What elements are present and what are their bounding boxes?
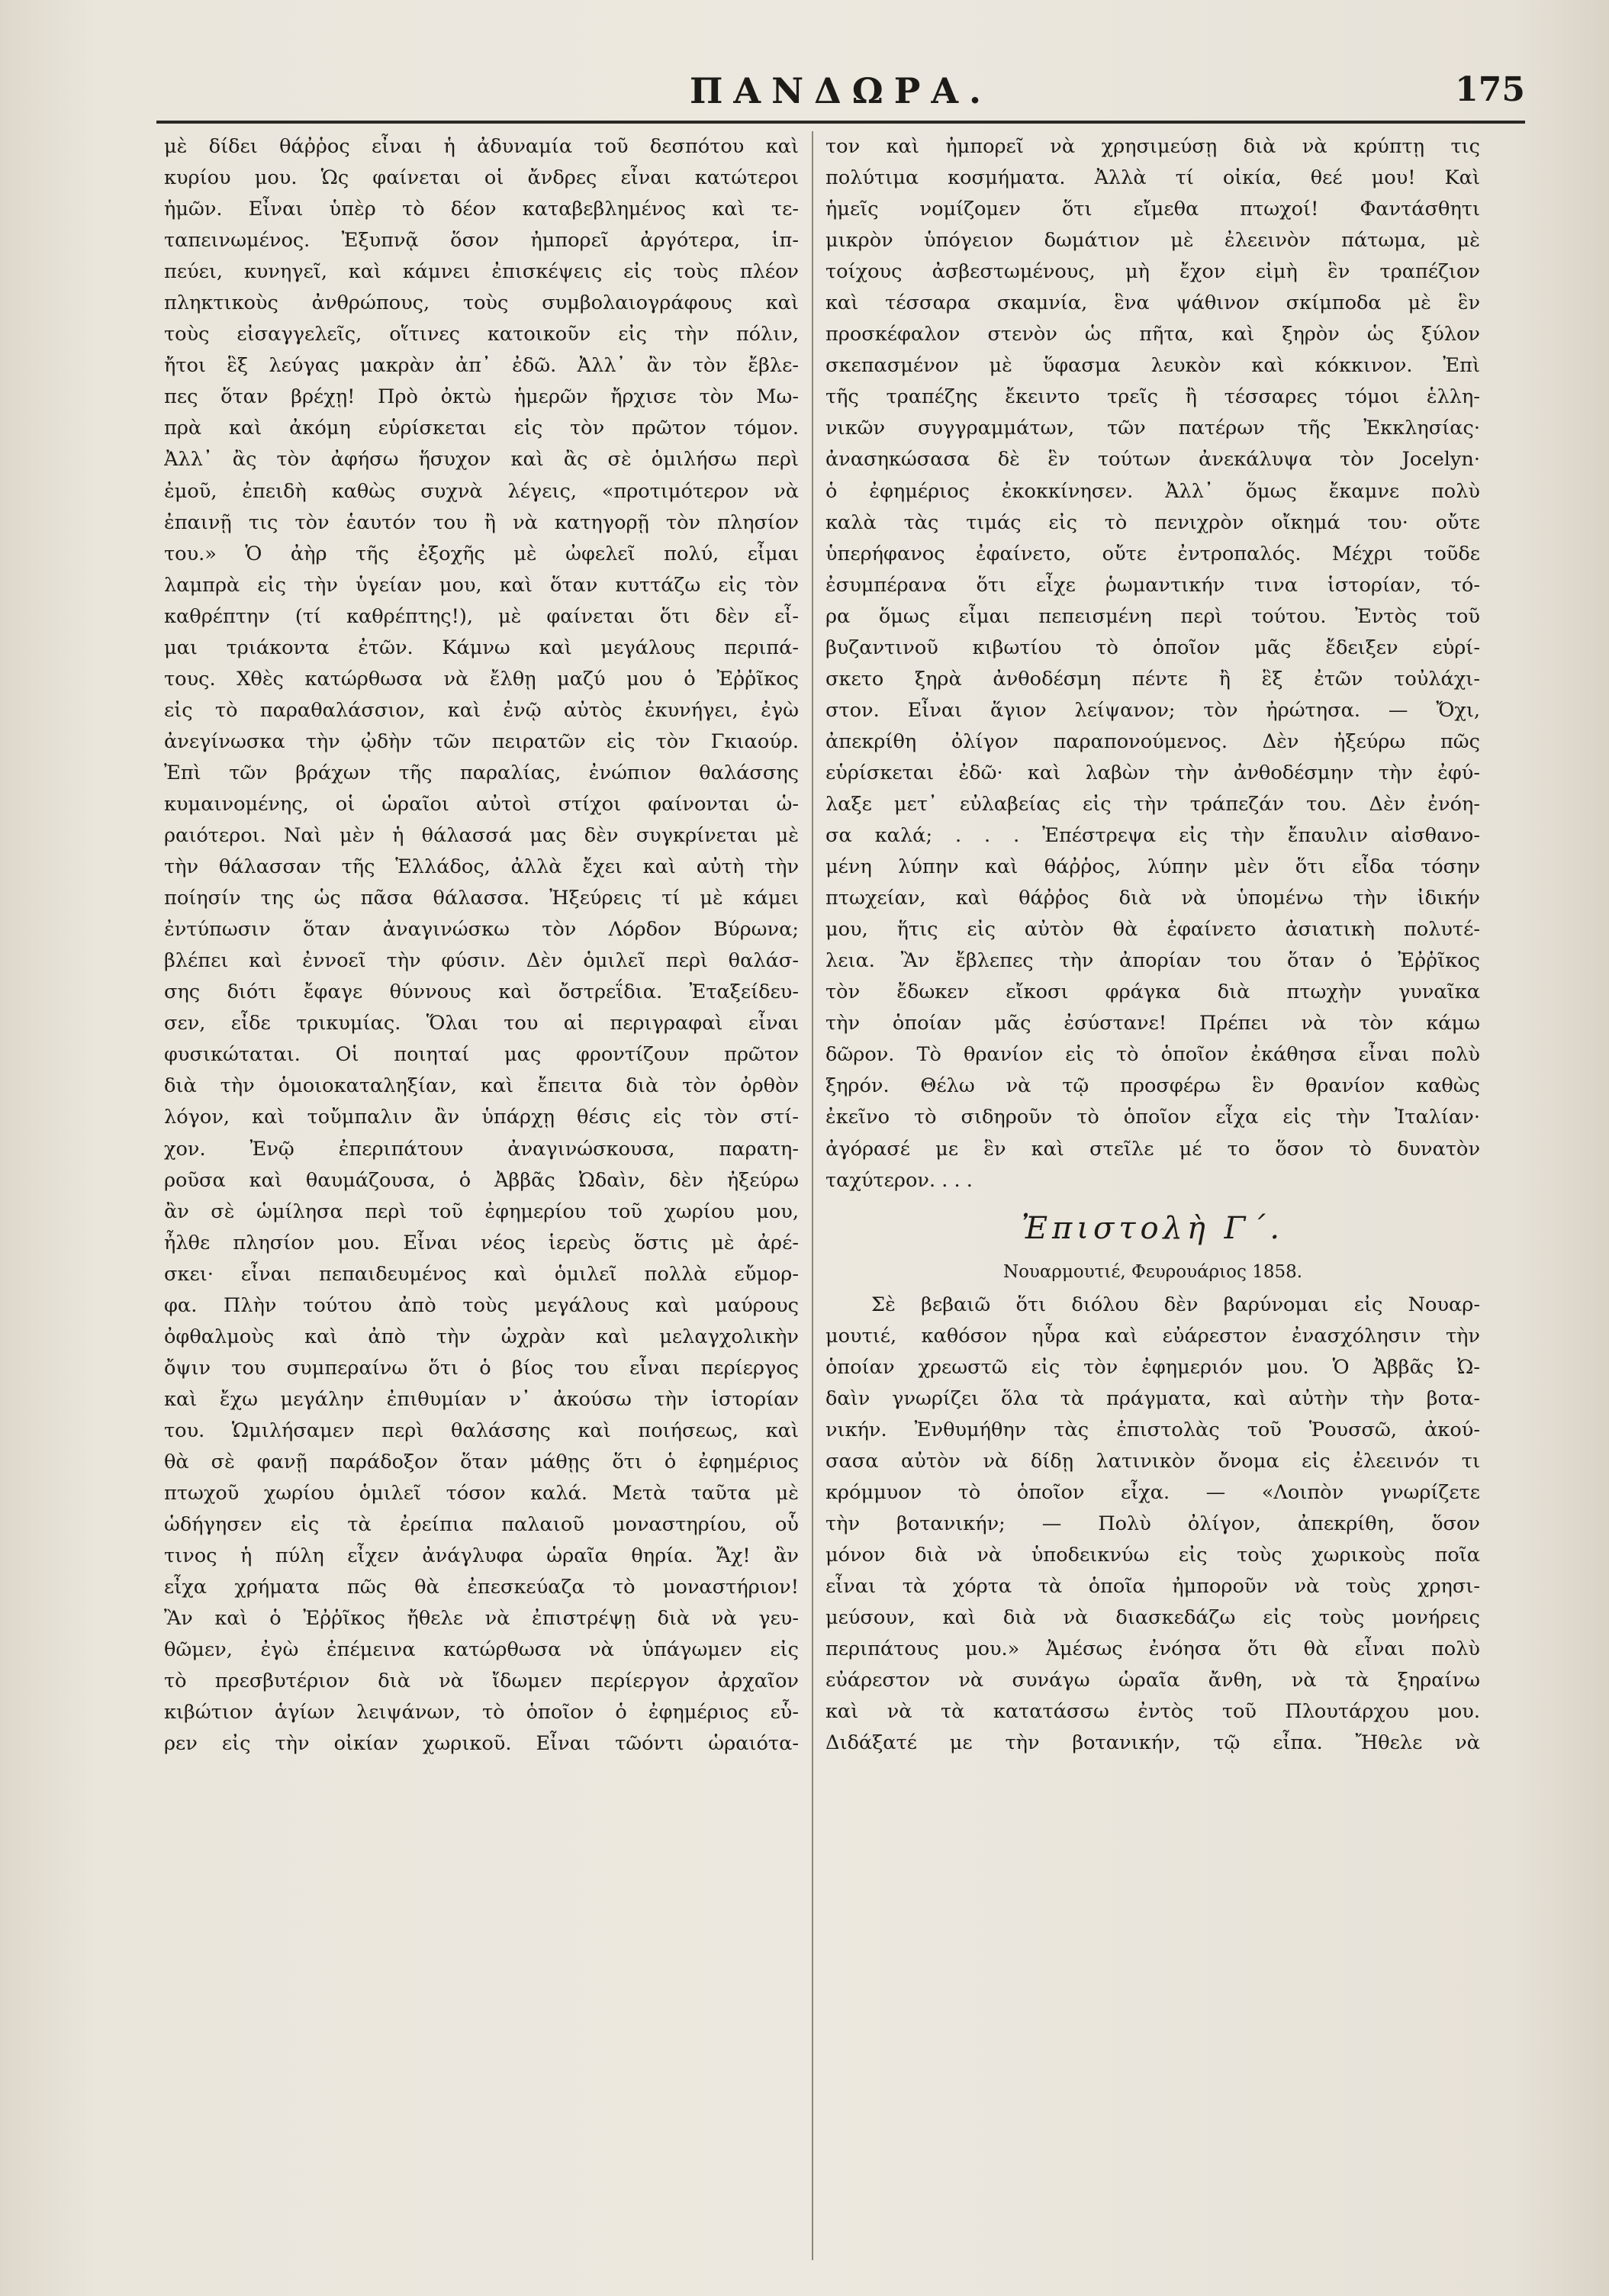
text-line: πτωχοῦ χωρίου ὁμιλεῖ τόσον καλά. Μετὰ ταῦτα μὲ — [164, 1482, 799, 1505]
text-line: ἤτοι ἓξ λεύγας μακρὰν ἀπ᾽ ἐδῶ. Ἀλλ᾽ ἂν τὸν ἔβλε- — [164, 354, 799, 378]
right-column — [825, 131, 1480, 1759]
text-line: σεν, εἶδε τρικυμίας. Ὅλαι του αἱ περιγραφαὶ εἶναι — [164, 1012, 799, 1035]
text-line: τὸ πρεσβυτέριον διὰ νὰ ἴδωμεν περίεργον ἀρχαῖον — [164, 1670, 799, 1693]
text-line: ἐμοῦ, ἐπειδὴ καθὼς συχνὰ λέγεις, «προτιμότερον νὰ — [164, 479, 799, 503]
text-line: τὴν βοτανικήν; — Πολὺ ὀλίγον, ἀπεκρίθη, ὅσον — [825, 1512, 1480, 1535]
text-line: πες ὅταν βρέχῃ! Πρὸ ὀκτὼ ἡμερῶν ἤρχισε τὸν Μω- — [164, 385, 799, 409]
text-line: ἐκεῖνο τὸ σιδηροῦν τὸ ὁποῖον εἶχα εἰς τὴν Ἰταλίαν· — [825, 1106, 1480, 1129]
text-line: εὐάρεστον νὰ συνάγω ὡραῖα ἄνθη, νὰ τὰ ξηραίνω — [825, 1669, 1480, 1692]
letter-body — [825, 1290, 1480, 1760]
text-line: Ἂν καὶ ὁ Ἐῤῥῖκος ἤθελε νὰ ἐπιστρέψῃ διὰ νὰ γευ- — [164, 1607, 799, 1631]
text-line: του.» Ὁ ἀὴρ τῆς ἐξοχῆς μὲ ὠφελεῖ πολύ, εἶμαι — [164, 542, 799, 565]
text-line: ρεν εἰς τὴν οἰκίαν χωρικοῦ. Εἶναι τῶόντι ὡραιότα- — [164, 1732, 799, 1756]
text-line: κυμαινομένης, οἱ ὡραῖοι αὐτοὶ στίχοι φαίνονται ὡ- — [164, 792, 799, 816]
text-line: μεύσουν, καὶ διὰ νὰ διασκεδάζω εἰς τοὺς μονήρεις — [825, 1606, 1480, 1630]
text-line: καὶ τέσσαρα σκαμνία, ἓνα ψάθινον σκίμποδα μὲ ἓν — [825, 291, 1480, 315]
page-header — [156, 66, 1525, 127]
text-line: πληκτικοὺς ἀνθρώπους, τοὺς συμβολαιογράφους καὶ — [164, 291, 799, 315]
text-line: νικήν. Ἐνθυμήθην τὰς ἐπιστολὰς τοῦ Ῥουσσῶ, ἀκού- — [825, 1418, 1480, 1441]
text-line: ἀνασηκώσασα δὲ ἓν τούτων ἀνεκάλυψα τὸν Jocelyn· — [825, 448, 1480, 472]
text-line: θῶμεν, ἐγὼ ἐπέμεινα κατώρθωσα νὰ ὑπάγωμεν εἰς — [164, 1638, 799, 1662]
text-line: καθρέπτην (τί καθρέπτης!), μὲ φαίνεται ὅτι δὲν εἶ- — [164, 604, 799, 628]
text-line: βλέπει καὶ ἐννοεῖ τὴν φύσιν. Δὲν ὁμιλεῖ περὶ θαλάσ- — [164, 949, 799, 973]
text-line: τὸν ἔδωκεν εἴκοσι φράγκα διὰ πτωχὴν γυναῖκα — [825, 981, 1480, 1004]
text-line: τὴν θάλασσαν τῆς Ἑλλάδος, ἀλλὰ ἔχει καὶ αὐτὴ τὴν — [164, 855, 799, 879]
text-line: χον. Ἐνῷ ἐπεριπάτουν ἀναγινώσκουσα, παρατη- — [164, 1137, 799, 1161]
text-line: καὶ νὰ τὰ κατατάσσω ἐντὸς τοῦ Πλουτάρχου μου. — [825, 1700, 1480, 1724]
text-line: ἂν σὲ ὡμίλησα περὶ τοῦ ἐφημερίου τοῦ χωρίου μου, — [164, 1200, 799, 1223]
page-number: 175 — [1455, 70, 1525, 109]
text-line: Ἐπὶ τῶν βράχων τῆς παραλίας, ἐνώπιον θαλάσσης — [164, 761, 799, 784]
text-line: ἀγόρασέ με ἓν καὶ στεῖλε μέ το ὅσον τὸ δυνατὸν — [825, 1137, 1480, 1161]
text-line: φα. Πλὴν τούτου ἀπὸ τοὺς μεγάλους καὶ μαύρους — [164, 1293, 799, 1317]
text-line: κιβώτιον ἁγίων λειψάνων, τὸ ὁποῖον ὁ ἐφημέριος εὗ- — [164, 1701, 799, 1724]
text-line: βυζαντινοῦ κιβωτίου τὸ ὁποῖον μᾶς ἔδειξεν εὑρί- — [825, 636, 1480, 659]
text-line: λεια. Ἂν ἔβλεπες τὴν ἀπορίαν του ὅταν ὁ Ἐῤῥῖκος — [825, 949, 1480, 973]
text-line: θὰ σὲ φανῇ παράδοξον ὅταν μάθῃς ὅτι ὁ ἐφημέριος — [164, 1450, 799, 1473]
left-column — [164, 131, 799, 1760]
text-line: ποίησίν της ὡς πᾶσα θάλασσα. Ἠξεύρεις τί μὲ κάμει — [164, 887, 799, 910]
text-line: ὁποίαν χρεωστῶ εἰς τὸν ἐφημεριόν μου. Ὁ Ἀββᾶς Ὠ- — [825, 1355, 1480, 1379]
text-line: ροῦσα καὶ θαυμάζουσα, ὁ Ἀββᾶς Ὠδαὶν, δὲν ἠξεύρω — [164, 1168, 799, 1192]
text-line: ὁ ἐφημέριος ἐκοκκίνησεν. Ἀλλ᾽ ὅμως ἔκαμνε πολὺ — [825, 479, 1480, 503]
text-line: ραιότεροι. Ναὶ μὲν ἡ θάλασσά μας δὲν συγκρίνεται μὲ — [164, 824, 799, 848]
text-line: τοὺς εἰσαγγελεῖς, οἵτινες κατοικοῦν εἰς τὴν πόλιν, — [164, 323, 799, 346]
text-line: περιπάτους μου.» Ἀμέσως ἐνόησα ὅτι θὰ εἶναι πολὺ — [825, 1637, 1480, 1661]
text-line: ξηρόν. Θέλω νὰ τῷ προσφέρω ἓν θρανίον καθὼς — [825, 1074, 1480, 1098]
running-title: ΠΑΝΔΩΡΑ. — [689, 70, 993, 111]
column-divider — [812, 131, 813, 2260]
text-line: ἀπεκρίθη ὀλίγον παραπονούμενος. Δὲν ἠξεύρω πῶς — [825, 729, 1480, 753]
text-line: Σὲ βεβαιῶ ὅτι διόλου δὲν βαρύνομαι εἰς Νουαρ- — [871, 1293, 1480, 1316]
text-line: στον. Εἶναι ἅγιον λείψανον; τὸν ἠρώτησα. — Ὄχι, — [825, 698, 1480, 722]
text-line: ἦλθε πλησίον μου. Εἶναι νέος ἱερεὺς ὅστις μὲ ἀρέ- — [164, 1231, 799, 1254]
text-line: ὑπερήφανος ἐφαίνετο, οὔτε ἐντροπαλός. Μέχρι τοῦδε — [825, 542, 1480, 565]
text-line: εὑρίσκεται ἐδῶ· καὶ λαβὼν τὴν ἀνθοδέσμην τὴν ἐφύ- — [825, 761, 1480, 784]
text-line: ρα ὅμως εἶμαι πεπεισμένη περὶ τούτου. Ἐντὸς τοῦ — [825, 604, 1480, 628]
text-line: εἶναι τὰ χόρτα τὰ ὁποῖα ἠμποροῦν νὰ τοὺς χρησι- — [825, 1575, 1480, 1599]
text-line: σκεπασμένον μὲ ὕφασμα λευκὸν καὶ κόκκινον. Ἐπὶ — [825, 354, 1480, 378]
text-line: σασα αὐτὸν νὰ δίδῃ λατινικὸν ὄνομα εἰς ἐλεεινόν τι — [825, 1449, 1480, 1473]
text-line: σα καλά; . . . Ἐπέστρεψα εἰς τὴν ἔπαυλιν αἰσθανο- — [825, 824, 1480, 848]
text-line: εἰς τὸ παραθαλάσσιον, καὶ ἐνῷ αὐτὸς ἐκυνήγει, ἐγὼ — [164, 698, 799, 722]
text-line: πολύτιμα κοσμήματα. Ἀλλὰ τί οἰκία, θεέ μου! Καὶ — [825, 166, 1480, 190]
text-line: ἡμεῖς νομίζομεν ὅτι εἴμεθα πτωχοί! Φαντάσθητι — [825, 198, 1480, 221]
text-line: ἡμῶν. Εἶναι ὑπὲρ τὸ δέον καταβεβλημένος καὶ τε- — [164, 198, 799, 221]
text-line: ἀνεγίνωσκα τὴν ᾠδὴν τῶν πειρατῶν εἰς τὸν Γκιαούρ. — [164, 729, 799, 753]
letter-continuation — [825, 131, 1480, 1196]
header-rule — [156, 121, 1525, 124]
text-line: τῆς τραπέζης ἔκειντο τρεῖς ἢ τέσσαρες τόμοι ἑλλη- — [825, 385, 1480, 409]
text-line: τοίχους ἀσβεστωμένους, μὴ ἔχον εἰμὴ ἓν τραπέζιον — [825, 260, 1480, 284]
text-line: σκει· εἶναι πεπαιδευμένος καὶ ὁμιλεῖ πολλὰ εὔμορ- — [164, 1262, 799, 1286]
text-line: ὀφθαλμοὺς καὶ ἀπὸ τὴν ὠχρὰν καὶ μελαγχολικὴν — [164, 1325, 799, 1348]
text-line: τον καὶ ἠμπορεῖ νὰ χρησιμεύσῃ διὰ νὰ κρύπτῃ τις — [825, 135, 1480, 158]
letter-title: Ἐπιστολὴ Γ΄. — [1021, 1210, 1285, 1246]
text-line: μαι τριάκοντα ἐτῶν. Κάμνω καὶ μεγάλους περιπά- — [164, 636, 799, 659]
text-line: μόνον διὰ νὰ ὑποδεικνύω εἰς τοὺς χωρικοὺς ποῖα — [825, 1543, 1480, 1567]
text-line: κρόμμυον τὸ ὁποῖον εἶχα. — «Λοιπὸν γνωρίζετε — [825, 1480, 1480, 1504]
text-line: μου, ἥτις εἰς αὐτὸν θὰ ἐφαίνετο ἀσιατικὴ πολυτέ- — [825, 918, 1480, 942]
text-line: μουτιέ, καθόσον ηὗρα καὶ εὐάρεστον ἐνασχόλησιν τὴν — [825, 1324, 1480, 1348]
text-line: τους. Χθὲς κατώρθωσα νὰ ἔλθῃ μαζύ μου ὁ Ἐῤῥῖκος — [164, 667, 799, 691]
text-line: δῶρον. Τὸ θρανίον εἰς τὸ ὁποῖον ἐκάθησα εἶναι πολὺ — [825, 1043, 1480, 1067]
text-line: πρὰ καὶ ἀκόμη εὑρίσκεται εἰς τὸν πρῶτον τόμον. — [164, 417, 799, 440]
text-line: προσκέφαλον στενὸν ὡς πῆτα, καὶ ξηρὸν ὡς ξύλον — [825, 323, 1480, 346]
text-line: λαμπρὰ εἰς τὴν ὑγείαν μου, καὶ ὅταν κυττάζω εἰς τὸν — [164, 573, 799, 597]
text-line: πεύει, κυνηγεῖ, καὶ κάμνει ἐπισκέψεις εἰς τοὺς πλέον — [164, 260, 799, 284]
text-line: Ἀλλ᾽ ἂς τὸν ἀφήσω ἥσυχον καὶ ἂς σὲ ὁμιλήσω περὶ — [164, 448, 799, 472]
text-line: ταπεινωμένος. Ἐξυπνᾷ ὅσον ἠμπορεῖ ἀργότερα, ἱπ- — [164, 229, 799, 253]
text-line: δαὶν γνωρίζει ὅλα τὰ πράγματα, καὶ αὐτὴν τὴν βοτα- — [825, 1386, 1480, 1410]
text-line: μὲ δίδει θάῤῥος εἶναι ἡ ἀδυναμία τοῦ δεσπότου καὶ — [164, 135, 799, 158]
text-line: λόγον, καὶ τοὔμπαλιν ἂν ὑπάρχῃ θέσις εἰς τὸν στί- — [164, 1106, 799, 1129]
dateline: Νουαρμουτιέ, Φευρουάριος 1858. — [1002, 1261, 1303, 1282]
text-line: μένη λύπην καὶ θάῤῥος, λύπην μὲν ὅτι εἶδα τόσην — [825, 855, 1480, 879]
text-line: ὡδήγησεν εἰς τὰ ἐρείπια παλαιοῦ μοναστηρίου, οὗ — [164, 1513, 799, 1537]
text-line: τινος ἡ πύλη εἶχεν ἀνάγλυφα ὡραῖα θηρία. Ἄχ! ἂν — [164, 1544, 799, 1568]
text-line: καλὰ τὰς τιμάς εἰς τὸ πενιχρὸν οἴκημά του· οὔτε — [825, 510, 1480, 534]
text-line: τὴν ὁποίαν μᾶς ἐσύστανε! Πρέπει νὰ τὸν κάμω — [825, 1012, 1480, 1035]
text-line: σης διότι ἔφαγε θύννους καὶ ὄστρεΐδια. Ἐταξείδευ- — [164, 981, 799, 1004]
text-line: ἐντύπωσιν ὅταν ἀναγινώσκω τὸν Λόρδον Βύρωνα; — [164, 918, 799, 942]
text-line: μικρὸν ὑπόγειον δωμάτιον μὲ ἐλεεινὸν πάτωμα, μὲ — [825, 229, 1480, 253]
text-line: λαξε μετ᾽ εὐλαβείας εἰς τὴν τράπεζάν του. Δὲν ἐνόη- — [825, 792, 1480, 816]
text-line: ὄψιν του συμπεραίνω ὅτι ὁ βίος του εἶναι περίεργος — [164, 1356, 799, 1380]
text-line: Διδάξατέ με τὴν βοτανικήν, τῷ εἶπα. Ἤθελε νὰ — [825, 1731, 1480, 1755]
text-line: κυρίου μου. Ὡς φαίνεται οἱ ἄνδρες εἶναι κατώτεροι — [164, 166, 799, 190]
text-line: καὶ ἔχω μεγάλην ἐπιθυμίαν ν᾽ ἀκούσω τὴν ἱστορίαν — [164, 1387, 799, 1411]
text-line: διὰ τὴν ὁμοιοκαταληξίαν, καὶ ἔπειτα διὰ τὸν ὀρθὸν — [164, 1074, 799, 1098]
text-line: ἐπαινῇ τις τὸν ἑαυτόν του ἢ νὰ κατηγορῇ τὸν πλησίον — [164, 510, 799, 534]
text-line: ταχύτερον. . . . — [825, 1168, 973, 1192]
text-line: πτωχείαν, καὶ θάῤῥος διὰ νὰ ὑπομένω τὴν ἰδικήν — [825, 887, 1480, 910]
text-line: σκετο ξηρὰ ἀνθοδέσμη πέντε ἢ ἓξ ἐτῶν τοὐλάχι- — [825, 667, 1480, 691]
text-line: εἶχα χρήματα πῶς θὰ ἐπεσκεύαζα τὸ μοναστήριον! — [164, 1576, 799, 1599]
text-line: ἐσυμπέρανα ὅτι εἶχε ῥωμαντικήν τινα ἱστορίαν, τό- — [825, 573, 1480, 597]
text-line: του. Ὡμιλήσαμεν περὶ θαλάσσης καὶ ποιήσεως, καὶ — [164, 1418, 799, 1442]
text-line: φυσικώταται. Οἱ ποιηταί μας φροντίζουν πρῶτον — [164, 1043, 799, 1067]
text-line: νικῶν συγγραμμάτων, τῶν πατέρων τῆς Ἐκκλησίας· — [825, 417, 1480, 440]
